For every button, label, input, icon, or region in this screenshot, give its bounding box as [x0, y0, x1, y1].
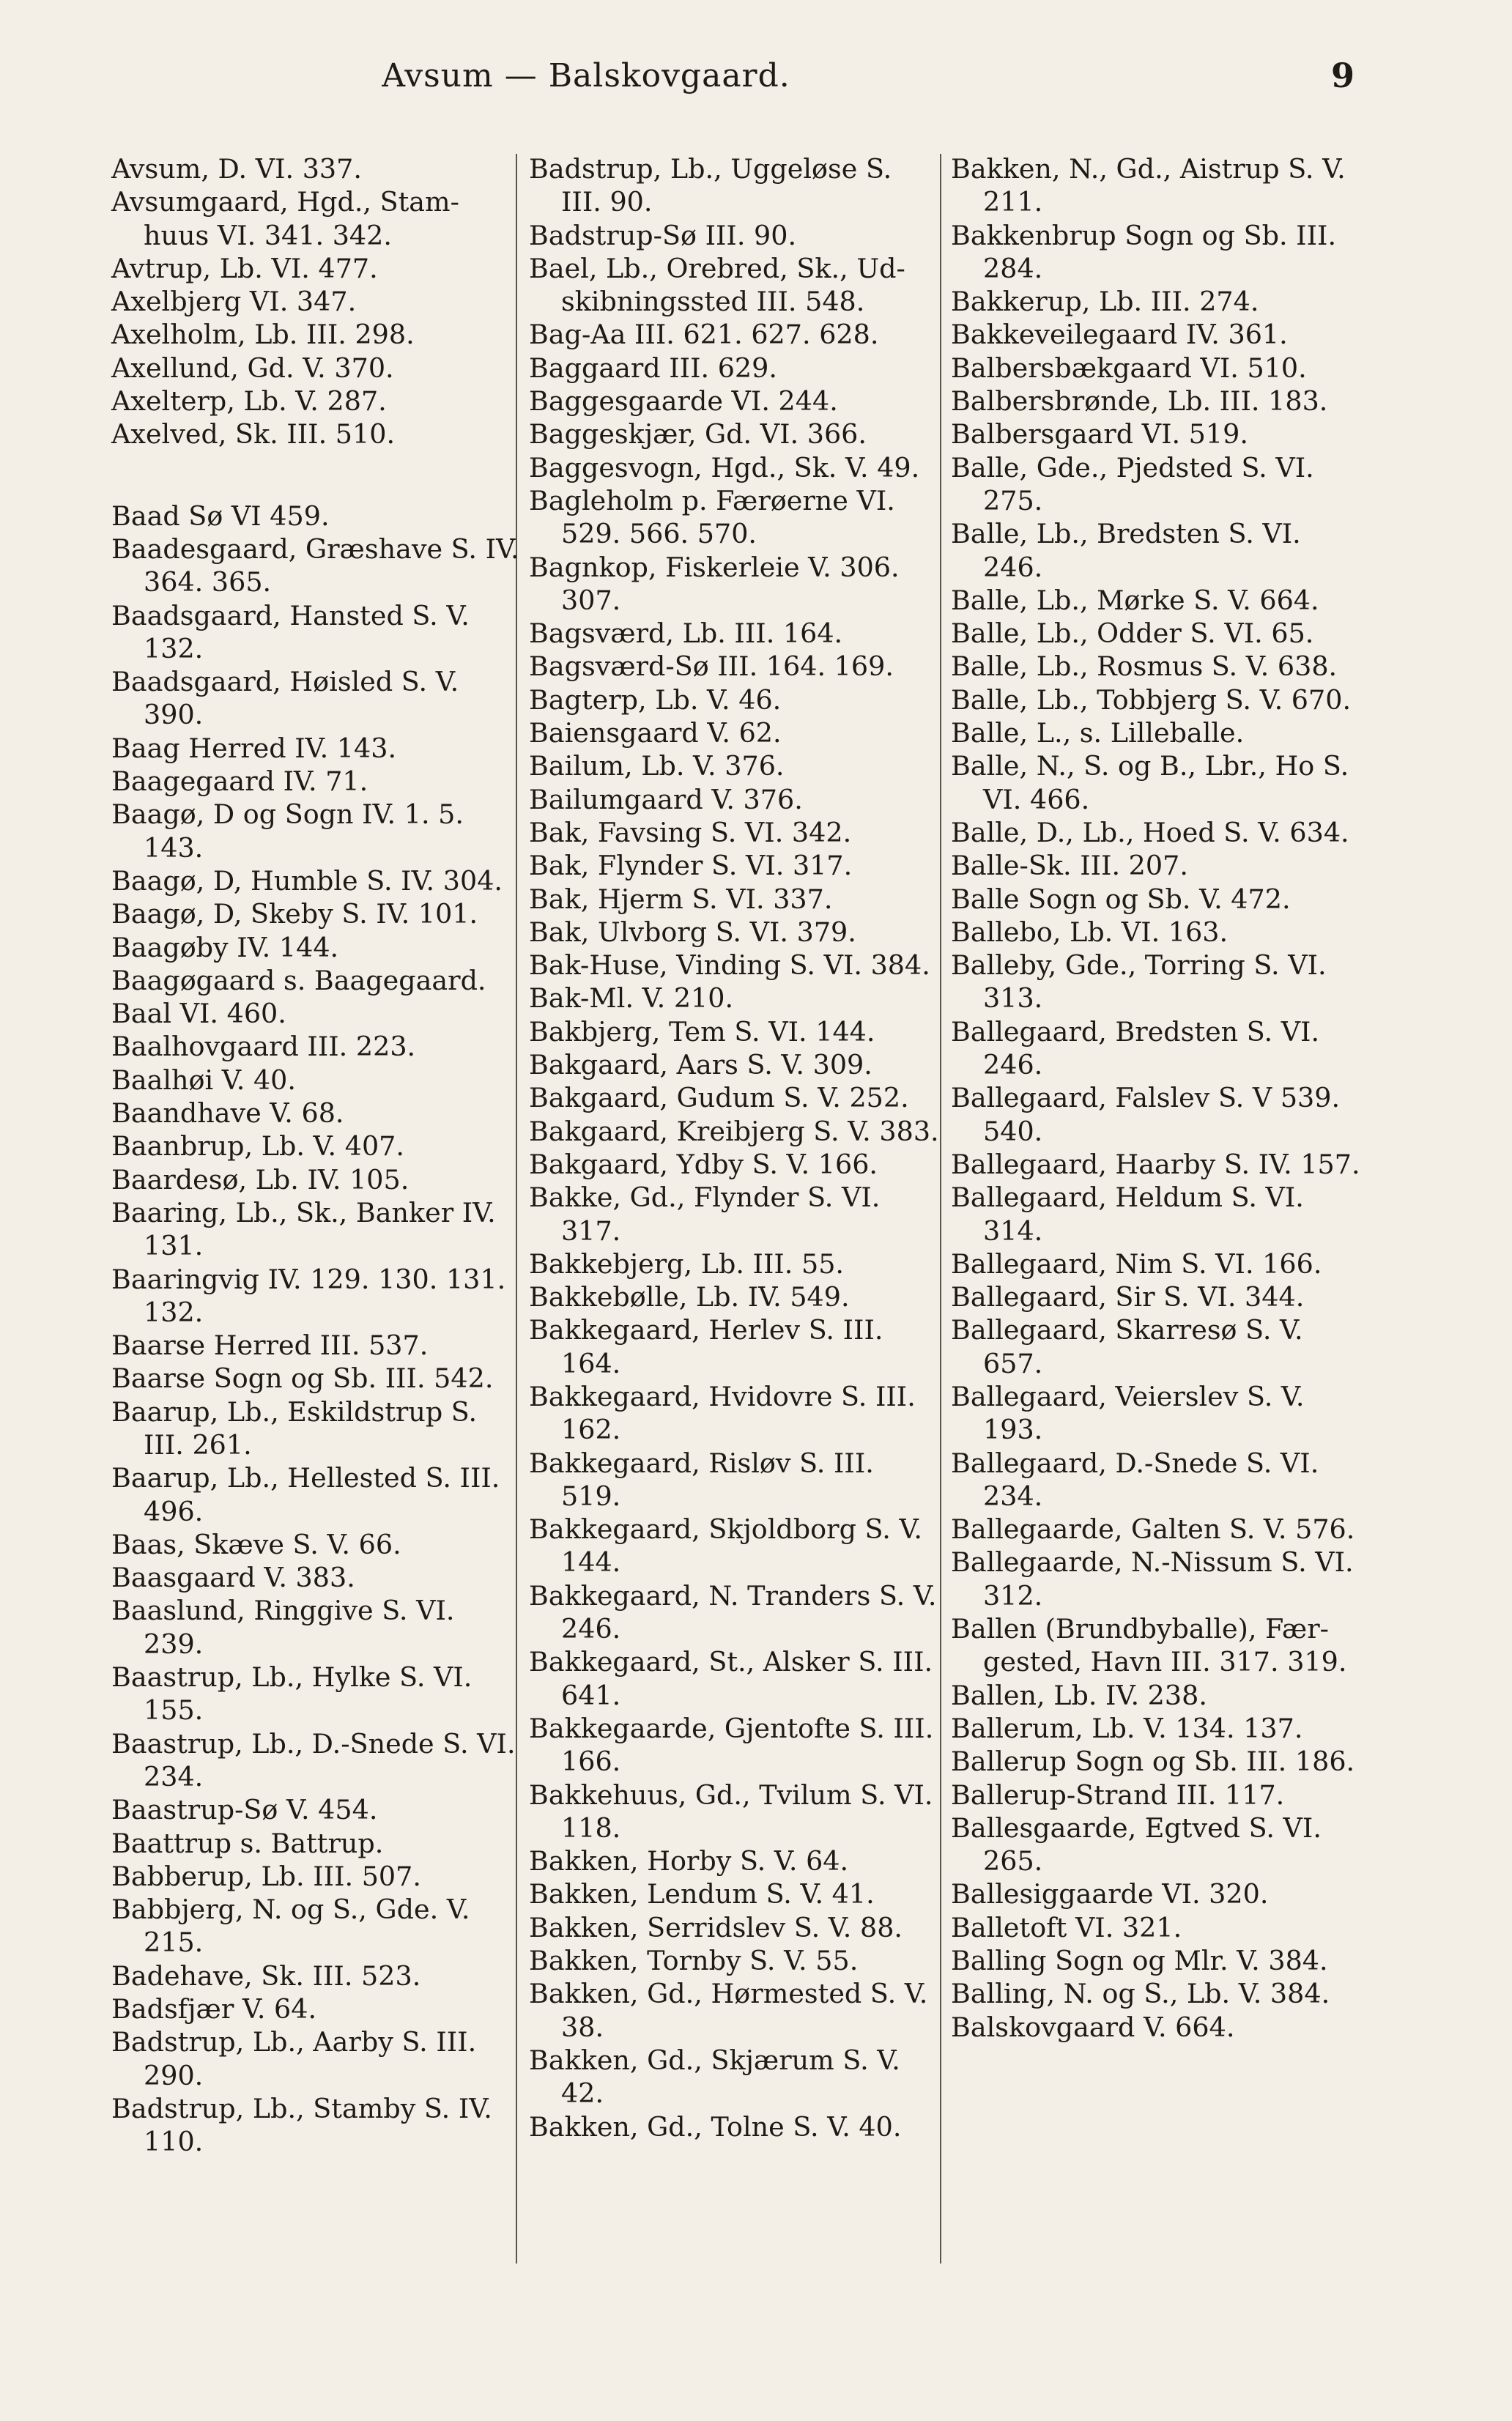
index-entry: Baggesvogn, Hgd., Sk. V. 49.	[529, 451, 920, 483]
index-entry: Babberup, Lb. III. 507.	[111, 1860, 421, 1892]
index-entry: Bakken, Serridslev S. V. 88.	[529, 1911, 903, 1943]
index-entry: Baarup, Lb., Hellested S. III. 496.	[111, 1462, 500, 1527]
index-entry: Bakkebjerg, Lb. III. 55.	[529, 1247, 845, 1280]
index-entry: Bakke, Gd., Flynder S. VI. 317.	[529, 1182, 881, 1247]
index-entry: Avtrup, Lb. VI. 477.	[111, 252, 378, 284]
index-entry: Baad Sø VI 459.	[111, 500, 330, 532]
index-entry: Bag-Aa III. 621. 627. 628.	[529, 319, 879, 351]
index-entry: Baag Herred IV. 143.	[111, 732, 397, 764]
index-entry: Baaring, Lb., Sk., Banker IV. 131.	[111, 1196, 496, 1262]
index-entry: Axelbjerg VI. 347.	[111, 286, 357, 318]
index-entry: Axelved, Sk. III. 510.	[111, 418, 396, 451]
index-entry: Badstrup, Lb., Aarby S. III. 290.	[111, 2026, 477, 2091]
index-entry: Balletoft VI. 321.	[951, 1911, 1182, 1943]
index-entry: Baalhovgaard III. 223.	[111, 1031, 416, 1063]
index-entry: Baarup, Lb., Eskildstrup S. III. 261.	[111, 1395, 478, 1461]
index-entry: Axellund, Gd. V. 370.	[111, 352, 394, 384]
index-entry: Balling, N. og S., Lb. V. 384.	[951, 1978, 1330, 2010]
index-entry: Ballegaard, Falslev S. V 539. 540.	[951, 1082, 1341, 1147]
index-entry: Bakkegaard, Skjoldborg S. V. 144.	[529, 1513, 923, 1579]
index-entry: Axelterp, Lb. V. 287.	[111, 385, 387, 418]
index-entry: Bakkebølle, Lb. IV. 549.	[529, 1281, 850, 1313]
index-entry: Ballegaarde, Galten S. V. 576.	[951, 1513, 1355, 1546]
index-entry: Avsumgaard, Hgd., Stam-huus VI. 341. 342.	[111, 186, 459, 251]
index-entry: Bakkegaard, St., Alsker S. III. 641.	[529, 1646, 933, 1711]
index-entry: Baarse Sogn og Sb. III. 542.	[111, 1362, 494, 1395]
index-entry: Bakken, Horby S. V. 64.	[529, 1845, 849, 1877]
index-entry: Bak-Huse, Vinding S. VI. 384.	[529, 949, 930, 982]
index-entry: Baastrup-Sø V. 454.	[111, 1794, 378, 1826]
index-entry: Bakgaard, Kreibjerg S. V. 383.	[529, 1115, 939, 1147]
index-entry: Bakkegaard, Risløv S. III. 519.	[529, 1447, 874, 1512]
index-entry: Baas, Skæve S. V. 66.	[111, 1528, 401, 1560]
index-entry: Bak, Flynder S. VI. 317.	[529, 850, 853, 882]
index-entry: Ballegaard, Nim S. VI. 166.	[951, 1247, 1322, 1280]
index-entry: Bakkegaard, Hvidovre S. III. 162.	[529, 1380, 916, 1446]
index-entry: Bakken, Gd., Skjærum S. V. 42.	[529, 2044, 900, 2110]
index-entry: Baanbrup, Lb. V. 407.	[111, 1130, 405, 1163]
index-entry: Ballegaard, Bredsten S. VI. 246.	[951, 1015, 1320, 1081]
index-entry: Bakkerup, Lb. III. 274.	[951, 286, 1259, 318]
index-entry: Baiensgaard V. 62.	[529, 717, 782, 749]
index-entry: Bak-Ml. V. 210.	[529, 982, 734, 1015]
index-entry: Ballerup-Strand III. 117.	[951, 1779, 1285, 1811]
index-entry: Balle, L., s. Lilleballe.	[951, 717, 1245, 749]
index-entry: Badstrup, Lb., Uggeløse S. III. 90.	[529, 153, 892, 218]
index-entry: Bakkehuus, Gd., Tvilum S. VI. 118.	[529, 1779, 933, 1844]
index-entry: Ballesiggaarde VI. 320.	[951, 1878, 1269, 1910]
index-entry: Bakken, Gd., Hørmested S. V. 38.	[529, 1978, 928, 2043]
index-entry: Baagø, D, Humble S. IV. 304.	[111, 864, 503, 897]
index-entry: Bael, Lb., Orebred, Sk., Ud-skibningssted III. 548.	[529, 252, 905, 318]
section-gap	[111, 463, 522, 488]
index-entry: Balbersbækgaard VI. 510.	[951, 352, 1307, 384]
index-entry: Balleby, Gde., Torring S. VI. 313.	[951, 949, 1327, 1015]
index-entry: Baastrup, Lb., Hylke S. VI. 155.	[111, 1661, 472, 1727]
index-entry: Baadsgaard, Høisled S. V. 390.	[111, 666, 459, 731]
index-entry: Baagegaard IV. 71.	[111, 765, 368, 798]
index-entry: Baalhøi V. 40.	[111, 1064, 297, 1096]
index-entry: Bakken, Tornby S. V. 55.	[529, 1945, 859, 1977]
index-entry: Ballegaard, Veierslev S. V. 193.	[951, 1380, 1305, 1446]
index-entry: Badsfjær V. 64.	[111, 1993, 317, 2025]
index-entry: Baaslund, Ringgive S. VI. 239.	[111, 1595, 455, 1660]
index-entry: Bak, Hjerm S. VI. 337.	[529, 883, 833, 915]
index-column-2	[529, 152, 939, 2277]
index-entry: Baggeskjær, Gd. VI. 366.	[529, 418, 867, 451]
index-entry: Baadsgaard, Hansted S. V. 132.	[111, 599, 470, 664]
index-entry: Bagsværd-Sø III. 164. 169.	[529, 650, 894, 683]
index-entry: Bakgaard, Ydby S. V. 166.	[529, 1148, 878, 1180]
index-entry: Bagleholm p. Færøerne VI. 529. 566. 570.	[529, 484, 895, 550]
index-entry: Baagøgaard s. Baagegaard.	[111, 964, 486, 996]
index-entry: Balle, Gde., Pjedsted S. VI. 275.	[951, 451, 1314, 516]
index-entry: Balbersgaard VI. 519.	[951, 418, 1248, 451]
index-entry: Bakken, N., Gd., Aistrup S. V. 211.	[951, 153, 1346, 218]
page-header	[0, 51, 1512, 103]
index-entry: Ballegaarde, N.-Nissum S. VI. 312.	[951, 1546, 1354, 1612]
index-entry: Baandhave V. 68.	[111, 1097, 344, 1130]
index-entry: Balle, D., Lb., Hoed S. V. 634.	[951, 816, 1349, 848]
index-entry: Balskovgaard V. 664.	[951, 2011, 1235, 2043]
index-entry: Bailum, Lb. V. 376.	[529, 750, 785, 782]
index-entry: Ballegaard, Sir S. VI. 344.	[951, 1281, 1305, 1313]
index-entry: Ballesgaarde, Egtved S. VI. 265.	[951, 1812, 1322, 1877]
running-title: Avsum — Balskovgaard.	[382, 57, 790, 94]
index-column-3	[951, 152, 1361, 2277]
index-entry: Baarse Herred III. 537.	[111, 1330, 429, 1362]
index-entry: Bagsværd, Lb. III. 164.	[529, 618, 843, 650]
index-entry: Baardesø, Lb. IV. 105.	[111, 1163, 410, 1195]
index-entry: Balling Sogn og Mlr. V. 384.	[951, 1945, 1328, 1977]
index-entry: Ballegaard, Haarby S. IV. 157.	[951, 1148, 1360, 1180]
index-entry: Balle, Lb., Mørke S. V. 664.	[951, 584, 1319, 616]
index-entry: Ballegaard, Heldum S. VI. 314.	[951, 1182, 1304, 1247]
index-entry: Badstrup, Lb., Stamby S. IV. 110.	[111, 2092, 492, 2158]
index-entry: Ballegaard, D.-Snede S. VI. 234.	[951, 1447, 1319, 1512]
index-entry: Bak, Ulvborg S. VI. 379.	[529, 916, 856, 948]
index-entry: Balle, Lb., Tobbjerg S. V. 670.	[951, 683, 1352, 716]
index-entry: Balle, Lb., Odder S. VI. 65.	[951, 618, 1314, 650]
index-entry: Bakkegaarde, Gjentofte S. III. 166.	[529, 1712, 934, 1778]
index-entry: Ballen (Brundbyballe), Fær-gested, Havn III. 317. 319.	[951, 1613, 1347, 1678]
index-entry: Bagterp, Lb. V. 46.	[529, 683, 782, 716]
column-divider	[940, 154, 941, 2264]
index-entry: Baasgaard V. 383.	[111, 1562, 355, 1594]
index-entry: Bakgaard, Aars S. V. 309.	[529, 1049, 872, 1081]
index-entry: Balle, Lb., Rosmus S. V. 638.	[951, 650, 1338, 683]
index-entry: Balle, Lb., Bredsten S. VI. 246.	[951, 518, 1301, 583]
index-entry: Bagnkop, Fiskerleie V. 306. 307.	[529, 551, 900, 616]
page-number: 9	[1330, 56, 1354, 95]
index-entry: Baattrup s. Battrup.	[111, 1827, 384, 1859]
index-entry: Balle, N., S. og B., Lbr., Ho S. VI. 466.	[951, 750, 1349, 815]
index-entry: Bailumgaard V. 376.	[529, 783, 803, 815]
index-entry: Balle Sogn og Sb. V. 472.	[951, 883, 1291, 915]
index-entry: Axelholm, Lb. III. 298.	[111, 319, 415, 351]
index-entry: Baal VI. 460.	[111, 998, 286, 1030]
index-entry: Bak, Favsing S. VI. 342.	[529, 816, 852, 848]
index-entry: Ballerum, Lb. V. 134. 137.	[951, 1712, 1303, 1744]
index-entry: Balle-Sk. III. 207.	[951, 850, 1188, 882]
index-entry: Babbjerg, N. og S., Gde. V. 215.	[111, 1894, 470, 1959]
index-entry: Bakkenbrup Sogn og Sb. III. 284.	[951, 219, 1337, 284]
index-entry: Baagøby IV. 144.	[111, 931, 339, 963]
index-entry: Bakken, Gd., Tolne S. V. 40.	[529, 2110, 902, 2143]
index-entry: Baagø, D, Skeby S. IV. 101.	[111, 898, 478, 930]
index-entry: Baadesgaard, Græshave S. IV. 364. 365.	[111, 533, 519, 598]
index-entry: Bakkegaard, Herlev S. III. 164.	[529, 1314, 883, 1379]
index-entry: Bakken, Lendum S. V. 41.	[529, 1878, 875, 1910]
index-entry: Bakkegaard, N. Tranders S. V. 246.	[529, 1579, 937, 1645]
index-entry: Ballegaard, Skarresø S. V. 657.	[951, 1314, 1303, 1379]
index-entry: Baagø, D og Sogn IV. 1. 5. 143.	[111, 798, 464, 864]
index-entry: Ballerup Sogn og Sb. III. 186.	[951, 1746, 1355, 1778]
index-entry: Baaringvig IV. 129. 130. 131. 132.	[111, 1263, 506, 1328]
index-entry: Ballebo, Lb. VI. 163.	[951, 916, 1228, 948]
index-entry: Badehave, Sk. III. 523.	[111, 1960, 421, 1992]
index-entry: Avsum, D. VI. 337.	[111, 153, 362, 185]
index-entry: Ballen, Lb. IV. 238.	[951, 1679, 1207, 1711]
index-entry: Bakkeveilegaard IV. 361.	[951, 319, 1288, 351]
index-entry: Baggesgaarde VI. 244.	[529, 385, 838, 418]
index-entry: Balbersbrønde, Lb. III. 183.	[951, 385, 1328, 418]
index-column-1	[111, 152, 522, 2277]
index-entry: Bakbjerg, Tem S. VI. 144.	[529, 1015, 875, 1048]
index-entry: Baggaard III. 629.	[529, 352, 777, 384]
index-entry: Baastrup, Lb., D.-Snede S. VI. 234.	[111, 1727, 516, 1792]
index-entry: Bakgaard, Gudum S. V. 252.	[529, 1082, 909, 1114]
index-entry: Badstrup-Sø III. 90.	[529, 219, 797, 251]
